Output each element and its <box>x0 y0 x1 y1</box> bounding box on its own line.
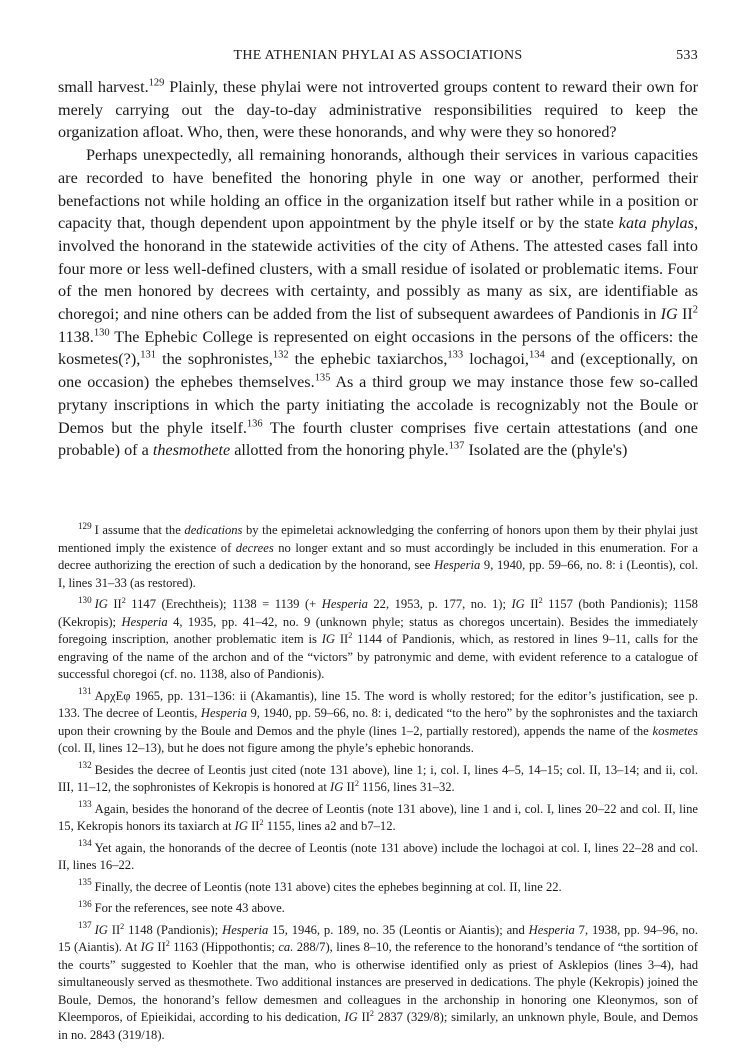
superscript: 136 <box>246 418 263 430</box>
text-run: 1147 (Erechtheis); 1138 = 1139 (+ <box>125 597 322 611</box>
superscript: 131 <box>140 350 157 362</box>
footnotes <box>58 522 698 1048</box>
italic-text: kosmetes <box>652 723 698 738</box>
footnote-137 <box>58 922 698 1045</box>
superscript: 2 <box>120 921 125 931</box>
superscript: 2 <box>354 778 359 788</box>
text-run: 1163 (Hippothontis; <box>169 940 279 954</box>
text-run: 1144 of Pandionis, which, as restored in lines 9–11, calls for the engraving of the name of the archon and of the “victors” by patronymic and deme, with evident reference to a catalogue of successful choregoi (cf. no. 1138, also of Pandionis). <box>58 632 698 681</box>
text-run: II <box>343 780 355 794</box>
italic-text: IG <box>94 922 108 937</box>
text-run: II <box>107 597 122 611</box>
text-run: 1156, lines 31–32. <box>358 780 455 794</box>
text-run: the sophronistes, <box>156 350 273 369</box>
footnote-number: 129 <box>78 520 92 531</box>
italic-text: IG <box>140 940 154 954</box>
paragraph-1 <box>58 76 698 144</box>
italic-text: thesmothete <box>152 441 231 460</box>
text-run: 1157 (both Pandionis); 1158 (Kekropis); <box>58 597 698 629</box>
text-run: 22, 1953, p. 177, no. 1); <box>367 597 512 611</box>
superscript: 133 <box>447 350 464 362</box>
footnote-number: 134 <box>78 838 92 849</box>
superscript: 129 <box>148 77 165 89</box>
paragraph-2 <box>58 144 698 462</box>
italic-text: kata phylas <box>618 214 694 233</box>
footnote-131 <box>58 688 698 758</box>
text-run: (col. II, lines 12–13), but he does not figure among the phyle’s ephebic honorands. <box>58 741 474 755</box>
text-run: II <box>247 819 260 833</box>
text-run: The fourth cluster comprises five certain attestations (and one probable) of a <box>58 418 698 460</box>
italic-text: decrees <box>235 540 274 555</box>
superscript: 130 <box>93 327 110 339</box>
italic-text: IG <box>321 632 335 646</box>
superscript: 135 <box>314 372 331 384</box>
text-run: 9, 1940, pp. 59–66, no. 8: i (Leontis), col. I, lines 31–33 (as restored). <box>58 558 698 590</box>
text-run: Again, besides the honorand of the decree of Leontis (note 131 above), line 1 and i, col. I, lines 20–22 and col. II, line 15, Kekropis honors its taxiarch at <box>58 801 698 833</box>
italic-text: IG <box>330 780 344 794</box>
footnote-133 <box>58 801 698 836</box>
text-run: 15, 1946, p. 189, no. 35 (Leontis or Aiantis); and <box>268 922 529 937</box>
text-run: 288/7), lines 8–10, the reference to the honorand’s tendance of “the sortition of the courts” suggested to Koehler that the man, who is otherwise identified only as priest of Asklepios (lines 3–4), had simultaneously served as thesmothete. Two additional instances are preserved in dedications. The phyle (Kekropis) joined the Boule, Demos, the honorand’s fellow demesmen and colleagues in the archonship in honoring one Kleonymos, son of Kleemporos, of Epieikidai, according to his dedication, <box>58 940 699 1024</box>
italic-text: Hesperia <box>434 558 481 572</box>
superscript: 2 <box>538 595 543 605</box>
italic-text: IG <box>344 1010 358 1024</box>
superscript: 2 <box>692 304 698 316</box>
text-run: Finally, the decree of Leontis (note 131 above) cites the ephebes beginning at col. II, line 22. <box>94 879 562 894</box>
text-run: lochagoi, <box>463 350 529 369</box>
text-run: ΑρχΕφ 1965, pp. 131–136: ii (Akamantis), line 15. The word is wholly restored; for the editor’s justification, see p. 133. The decree of Leontis, <box>58 688 698 720</box>
text-run: The Ephebic College is represented on eight occasions in the persons of the officers: the kosmetes(?), <box>58 327 698 369</box>
italic-text: Hesperia <box>200 706 248 720</box>
text-run: Perhaps unexpectedly, all remaining honorands, although their services in various capacities are recorded to have benefited the honoring phyle in one way or another, performed their benefactions not while holding an office in the organization itself but rather while in a position or capacity that, though dependent upon appointment by the phyle itself or by the state <box>58 146 698 233</box>
text-run: II <box>153 940 166 954</box>
italic-text: Hesperia <box>222 922 269 937</box>
text-run: 7, 1938, pp. 94–96, no. 15 (Aiantis). At <box>58 922 699 954</box>
text-run: For the references, see note 43 above. <box>94 901 285 915</box>
italic-text: Hesperia <box>321 597 368 611</box>
italic-text: IG <box>234 819 248 833</box>
footnote-number: 132 <box>78 760 92 771</box>
footnote-129 <box>58 522 698 592</box>
text-run: 1138. <box>58 327 94 346</box>
italic-text: IG <box>660 305 678 324</box>
superscript: 2 <box>121 595 126 605</box>
text-run: 2837 (329/8); similarly, an unknown phyle, Boule, and Demos in no. 2843 (319/18). <box>58 1010 698 1042</box>
italic-text: IG <box>511 597 525 611</box>
footnote-number: 137 <box>78 920 92 931</box>
running-title: THE ATHENIAN PHYLAI AS ASSOCIATIONS <box>233 48 523 63</box>
text-run: by the epimeletai acknowledging the conferring of honors upon them by their phylai just mentioned imply the existence of <box>58 523 699 555</box>
italic-text: dedications <box>184 523 243 537</box>
text-run: allotted from the honoring phyle. <box>230 441 449 460</box>
text-run: Besides the decree of Leontis just cited (note 131 above), line 1; i, col. I, lines 4–5, 14–15; col. II, 13–14; and ii, col. III, 11–12, the sophronistes of Kekropis is honored at <box>58 762 698 794</box>
superscript: 2 <box>369 1008 374 1018</box>
superscript: 132 <box>272 350 289 362</box>
text-run: II <box>677 305 693 324</box>
footnote-number: 131 <box>78 686 92 697</box>
footnote-136 <box>58 900 698 918</box>
text-run: Yet again, the honorands of the decree of Leontis (note 131 above) include the lochagoi at col. I, lines 22–28 and col. II, lines 16–22. <box>58 840 698 872</box>
text-run: II <box>107 922 121 937</box>
italic-text: IG <box>94 597 108 611</box>
text-run: Isolated are the (phyle's) <box>464 441 628 460</box>
superscript: 137 <box>448 440 465 452</box>
page <box>58 48 698 462</box>
text-run: 4, 1935, pp. 41–42, no. 9 (unknown phyle; status as choregos uncertain). Besides the immediately foregoing inscription, another problematic item is <box>58 614 698 646</box>
footnote-130 <box>58 596 698 684</box>
italic-text: ca. <box>278 940 294 954</box>
text-run: I assume that the <box>94 523 185 537</box>
italic-text: Hesperia <box>121 614 168 629</box>
text-run: As a third group we may instance those few so-called prytany inscriptions in which the party initiating the accolade is recognizably not the Boule or Demos but the phyle itself. <box>58 373 699 437</box>
superscript: 2 <box>259 817 264 827</box>
footnote-number: 133 <box>78 799 92 810</box>
footnote-135 <box>58 879 698 897</box>
text-run: II <box>335 632 349 646</box>
page-number: 533 <box>676 48 698 63</box>
text-run: II <box>357 1010 370 1024</box>
text-run: II <box>524 597 539 611</box>
footnote-134 <box>58 840 698 875</box>
text-run: the ephebic taxiarchos, <box>288 350 448 369</box>
text-run: small harvest. <box>58 78 149 96</box>
superscript: 2 <box>165 938 170 948</box>
text-run: no longer extant and so must accordingly be included in this enumeration. For a decree authorizing the erection of such a dedication by the honorand, see <box>58 540 698 572</box>
text-run: and (exceptionally, on one occasion) the ephebes themselves. <box>58 350 698 392</box>
running-header <box>58 48 698 64</box>
footnote-number: 130 <box>78 594 92 605</box>
footnote-number: 136 <box>78 898 92 909</box>
superscript: 134 <box>528 350 545 362</box>
main-text <box>58 76 698 462</box>
text-run: 1155, lines a2 and b7–12. <box>263 819 396 833</box>
superscript: 2 <box>348 630 353 640</box>
footnote-132 <box>58 762 698 797</box>
text-run: , involved the honorand in the statewide activities of the city of Athens. The attested cases fall into four more or less well-defined clusters, with a small residue of isolated or problematic items. Four of the men honored by decrees with certainty, and possibly as many as six, are identifiable as choregoi; and nine others can be added from the list of subsequent awardees of Pandionis in <box>58 214 698 324</box>
text-run: 1148 (Pandionis); <box>124 922 223 937</box>
footnote-number: 135 <box>78 877 92 888</box>
italic-text: Hesperia <box>528 922 575 937</box>
text-run: 9, 1940, pp. 59–66, no. 8: i, dedicated “to the hero” by the sophronistes and the taxiarch upon their crowning by the Boule and Demos and the phyle (lines 1–2, partially restored), appends the name of the <box>58 706 698 738</box>
text-run: Plainly, these phylai were not introverted groups content to reward their own for merely carrying out the day-to-day administrative responsibilities required to keep the organization afloat. Who, then, were these honorands, and why were they so honored? <box>58 78 698 142</box>
